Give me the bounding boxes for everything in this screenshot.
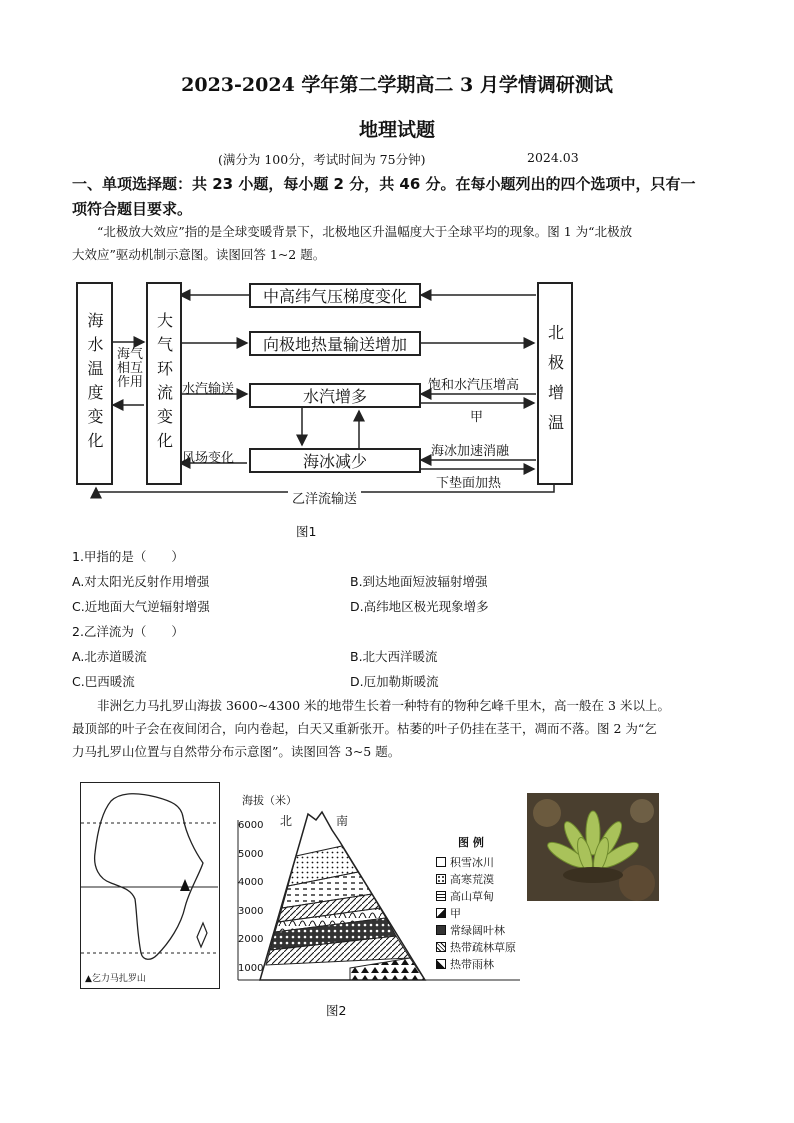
question-2-stem: 2.乙洋流为（ ）	[72, 624, 184, 639]
legend-swatch	[436, 891, 446, 901]
label-north: 北	[280, 814, 293, 828]
question-2-option-b: B.北大西洋暖流	[350, 649, 438, 664]
legend-savanna	[436, 939, 516, 955]
box-pressure-gradient: 中高纬气压梯度变化	[249, 283, 421, 308]
passage-1-line1: “北极放大效应”指的是全球变暖背景下，北极地区升温幅度大于全球平均的现象。图 1 为“北极放	[97, 224, 633, 239]
label-south: 南	[336, 814, 349, 828]
box-vapor-increase: 水汽增多	[249, 383, 421, 408]
passage-2-line1: 非洲乞力马扎罗山海拔 3600~4300 米的地带生长着一种特有的物种乞峰千里木，高一般在 3 米以上。	[97, 698, 670, 713]
section-heading	[72, 172, 696, 222]
label-wind-change: 风场变化	[182, 451, 235, 466]
legend-label: 高山草甸	[450, 890, 494, 903]
y-tick: 6000	[238, 820, 264, 831]
box-atmos-circ-label: 大气环流变化	[154, 311, 174, 456]
box-heat-transport: 向极地热量输送增加	[249, 331, 421, 356]
box-ice-decrease: 海冰减少	[249, 448, 421, 473]
figure-1-diagram	[74, 280, 574, 510]
question-1-option-c: C.近地面大气逆辐射增强	[72, 599, 210, 614]
question-1-option-b: B.到达地面短波辐射增强	[350, 574, 488, 589]
y-tick: 4000	[238, 877, 264, 888]
question-1-option-a: A.对太阳光反射作用增强	[72, 574, 210, 589]
label-surface-heat: 下垫面加热	[436, 476, 502, 491]
passage-1	[72, 220, 732, 266]
exam-date: 2024.03	[527, 150, 579, 165]
section-heading-line2: 项符合题目要求。	[72, 200, 193, 218]
subject-title: 地理试题	[358, 119, 435, 141]
label-vapor-transport: 水汽输送	[182, 382, 235, 397]
legend-label: 常绿阔叶林	[450, 924, 505, 937]
exam-title: 2023-2024 学年第二学期高二 3 月学情调研测试	[181, 74, 613, 96]
passage-2-line3: 力马扎罗山位置与自然带分布示意图”。读图回答 3~5 题。	[72, 744, 401, 759]
africa-map	[80, 782, 220, 989]
label-current-transport: 乙洋流输送	[288, 488, 361, 507]
exam-info: (满分为 100分，考试时间为 75分钟)	[218, 152, 426, 167]
y-axis-title: 海拔（米）	[242, 794, 297, 807]
question-2-option-d: D.厄加勒斯暖流	[350, 674, 439, 689]
legend-desert	[436, 871, 494, 887]
section-heading-line1: 一、单项选择题：共 23 小题，每小题 2 分，共 46 分。在每小题列出的四个选项中，只有一	[72, 175, 696, 193]
legend-jia	[436, 905, 461, 921]
legend-label: 热带疏林草原	[450, 941, 516, 954]
question-2-option-a: A.北赤道暖流	[72, 649, 147, 664]
label-saturation: 饱和水汽压增高	[428, 378, 520, 393]
plant-photo	[527, 793, 659, 901]
plant-illustration	[527, 793, 659, 901]
figure-2-caption: 图2	[326, 1003, 347, 1018]
map-legend: ▲乞力马扎罗山	[85, 974, 146, 984]
y-tick: 3000	[238, 905, 264, 917]
passage-2-line2: 最顶部的叶子会在夜间闭合，向内卷起，白天又重新张开。枯萎的叶子仍挂在茎干，凋而不落。图 2 为“乞	[72, 721, 657, 736]
label-ice-melt: 海冰加速消融	[431, 444, 510, 459]
figure-1-caption: 图1	[296, 524, 317, 539]
africa-outline	[81, 783, 218, 987]
legend-label: 积雪冰川	[450, 856, 494, 869]
legend-swatch	[436, 874, 446, 884]
legend-title: 图 例	[458, 836, 484, 849]
question-1-stem: 1.甲指的是（ ）	[72, 549, 184, 564]
legend-meadow	[436, 888, 494, 904]
passage-2	[72, 694, 732, 763]
legend-evergreen	[436, 922, 505, 938]
kilimanjaro-marker	[180, 879, 190, 891]
legend-label: 热带雨林	[450, 958, 494, 971]
legend-swatch	[436, 857, 446, 867]
legend-swatch	[436, 959, 446, 969]
y-tick: 2000	[238, 934, 264, 945]
legend-snow	[436, 854, 494, 870]
elevation-profile	[230, 790, 530, 990]
box-arctic-warming	[537, 282, 573, 485]
legend-swatch	[436, 925, 446, 935]
y-tick: 1000	[238, 962, 264, 974]
legend-label: 甲	[450, 907, 461, 920]
question-1-option-d: D.高纬地区极光现象增多	[350, 599, 489, 614]
y-tick: 5000	[238, 848, 264, 860]
box-arctic-warming-label: 北极增温	[545, 323, 565, 444]
legend-rainforest	[436, 956, 494, 972]
box-atmos-circ	[146, 282, 182, 485]
label-jia: 甲	[470, 410, 484, 425]
legend-label: 高寒荒漠	[450, 873, 494, 886]
label-interaction: 海气相互作用	[116, 347, 143, 390]
legend-swatch	[436, 908, 446, 918]
legend-swatch	[436, 942, 446, 952]
question-2-option-c: C.巴西暖流	[72, 674, 135, 689]
passage-1-line2: 大效应”驱动机制示意图。读图回答 1~2 题。	[72, 247, 326, 262]
box-sea-temp-label: 海水温度变化	[85, 311, 104, 456]
box-sea-temp	[76, 282, 113, 485]
